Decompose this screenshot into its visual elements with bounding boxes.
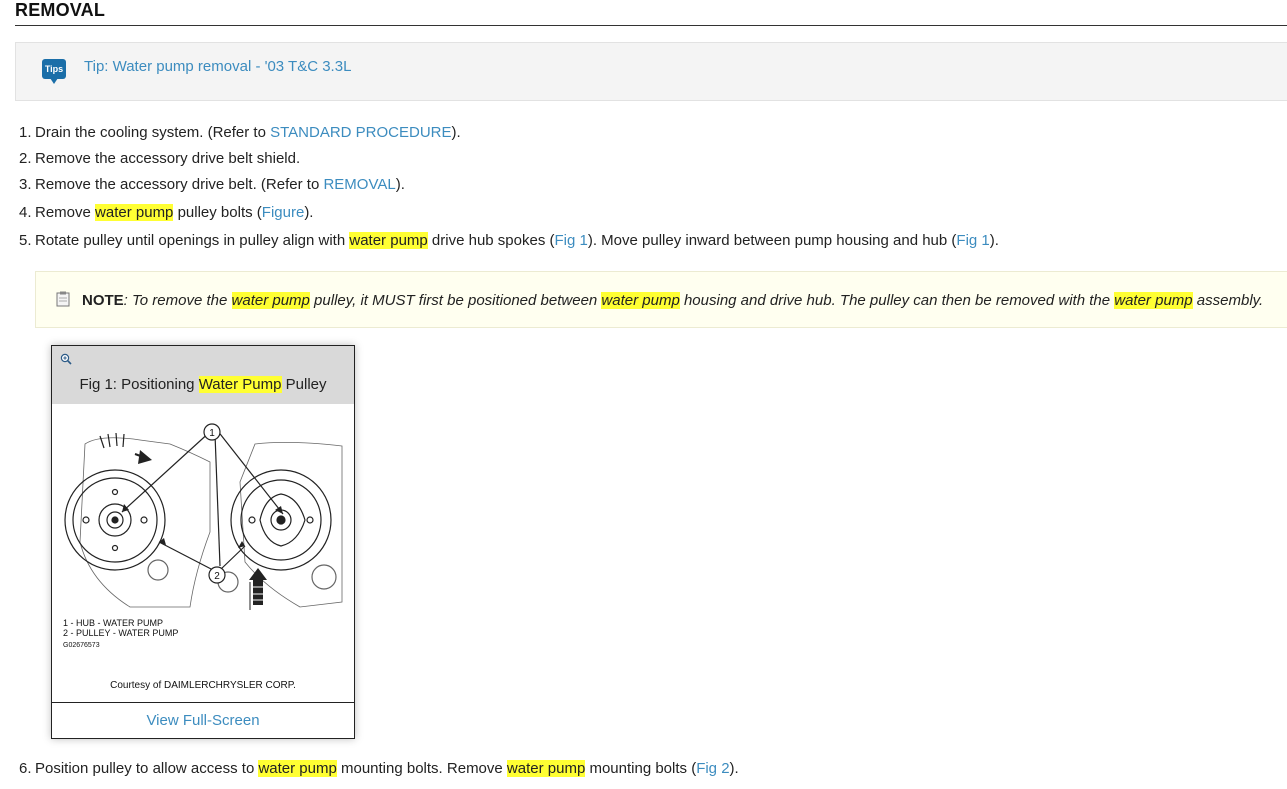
note-body xyxy=(124,292,1264,309)
step-6 xyxy=(19,759,739,779)
figure-footer xyxy=(52,702,354,739)
callout-1: 1 xyxy=(209,428,215,439)
text-run: Remove the accessory drive belt. (Refer to xyxy=(35,176,324,193)
text-run: ). xyxy=(304,204,314,221)
inline-link[interactable]: Fig 1 xyxy=(554,232,588,249)
figure-courtesy: Courtesy of DAIMLERCHRYSLER CORP. xyxy=(110,680,296,691)
step-3 xyxy=(19,175,405,195)
highlighted-term: water pump xyxy=(231,292,310,309)
text-run: Remove the accessory drive belt shield. xyxy=(35,150,301,167)
highlighted-term: water pump xyxy=(95,204,174,221)
legend-item: 1 - HUB - WATER PUMP xyxy=(63,618,164,628)
figure-code: G02676573 xyxy=(63,642,100,649)
text-run: ). xyxy=(451,124,461,141)
note-box xyxy=(35,271,1287,328)
text-run: Drain the cooling system. (Refer to xyxy=(35,124,271,141)
highlighted-term: water pump xyxy=(1114,292,1193,309)
step-5 xyxy=(19,231,999,251)
highlighted-term: water pump xyxy=(258,760,337,777)
text-run: ). xyxy=(395,176,405,193)
highlighted-term: Water Pump xyxy=(198,376,282,393)
section-title: REMOVAL xyxy=(15,0,1287,26)
note-text xyxy=(82,292,1263,309)
figure-title xyxy=(52,376,354,393)
text-run: Remove xyxy=(35,204,96,221)
highlighted-term: water pump xyxy=(506,760,586,777)
inline-link[interactable]: Fig 1 xyxy=(956,232,990,249)
figure-header xyxy=(52,346,354,404)
step-4 xyxy=(19,203,313,223)
text-run: mounting bolts ( xyxy=(585,760,697,777)
highlighted-term: water pump xyxy=(349,232,428,249)
text-run: pulley, it MUST first be positioned between xyxy=(309,292,602,309)
text-run: : To remove the xyxy=(123,292,232,309)
legend-item: 2 - PULLEY - WATER PUMP xyxy=(63,628,179,638)
text-run: mounting bolts. Remove xyxy=(336,760,507,777)
text-run: Rotate pulley until openings in pulley align with xyxy=(35,232,350,249)
callout-2: 2 xyxy=(214,571,220,582)
inline-link[interactable]: STANDARD PROCEDURE xyxy=(270,124,452,141)
tip-box xyxy=(15,42,1287,101)
inline-link[interactable]: REMOVAL xyxy=(323,176,396,193)
text-run: assembly. xyxy=(1192,292,1264,309)
text-run: Fig 1: Positioning xyxy=(79,376,199,393)
step-number: 3. xyxy=(19,176,32,193)
inline-link[interactable]: Figure xyxy=(261,204,305,221)
inline-link[interactable]: Fig 2 xyxy=(696,760,730,777)
text-run: pulley bolts ( xyxy=(173,204,262,221)
step-number: 1. xyxy=(19,124,32,141)
text-run: ). xyxy=(729,760,739,777)
tips-badge-icon: Tips xyxy=(42,59,66,79)
step-number: 4. xyxy=(19,204,32,221)
text-run: ). Move pulley inward between pump housing and hub ( xyxy=(587,232,957,249)
figure-card xyxy=(51,345,355,739)
text-run: ). xyxy=(989,232,999,249)
clipboard-icon xyxy=(56,291,70,307)
zoom-in-icon[interactable] xyxy=(60,353,72,365)
figure-legend xyxy=(63,618,178,651)
step-number: 5. xyxy=(19,232,32,249)
text-run: drive hub spokes ( xyxy=(427,232,555,249)
view-fullscreen-link[interactable]: View Full-Screen xyxy=(146,712,260,729)
text-run: Pulley xyxy=(281,376,327,393)
step-number: 6. xyxy=(19,760,32,777)
text-run: housing and drive hub. The pulley can then be removed with the xyxy=(679,292,1115,309)
step-1 xyxy=(19,123,461,143)
step-number: 2. xyxy=(19,150,32,167)
tip-link[interactable]: Tip: Water pump removal - '03 T&C 3.3L xyxy=(84,58,352,75)
text-run: Position pulley to allow access to xyxy=(35,760,259,777)
highlighted-term: water pump xyxy=(601,292,680,309)
step-2 xyxy=(19,149,300,169)
note-label: NOTE xyxy=(82,292,124,309)
